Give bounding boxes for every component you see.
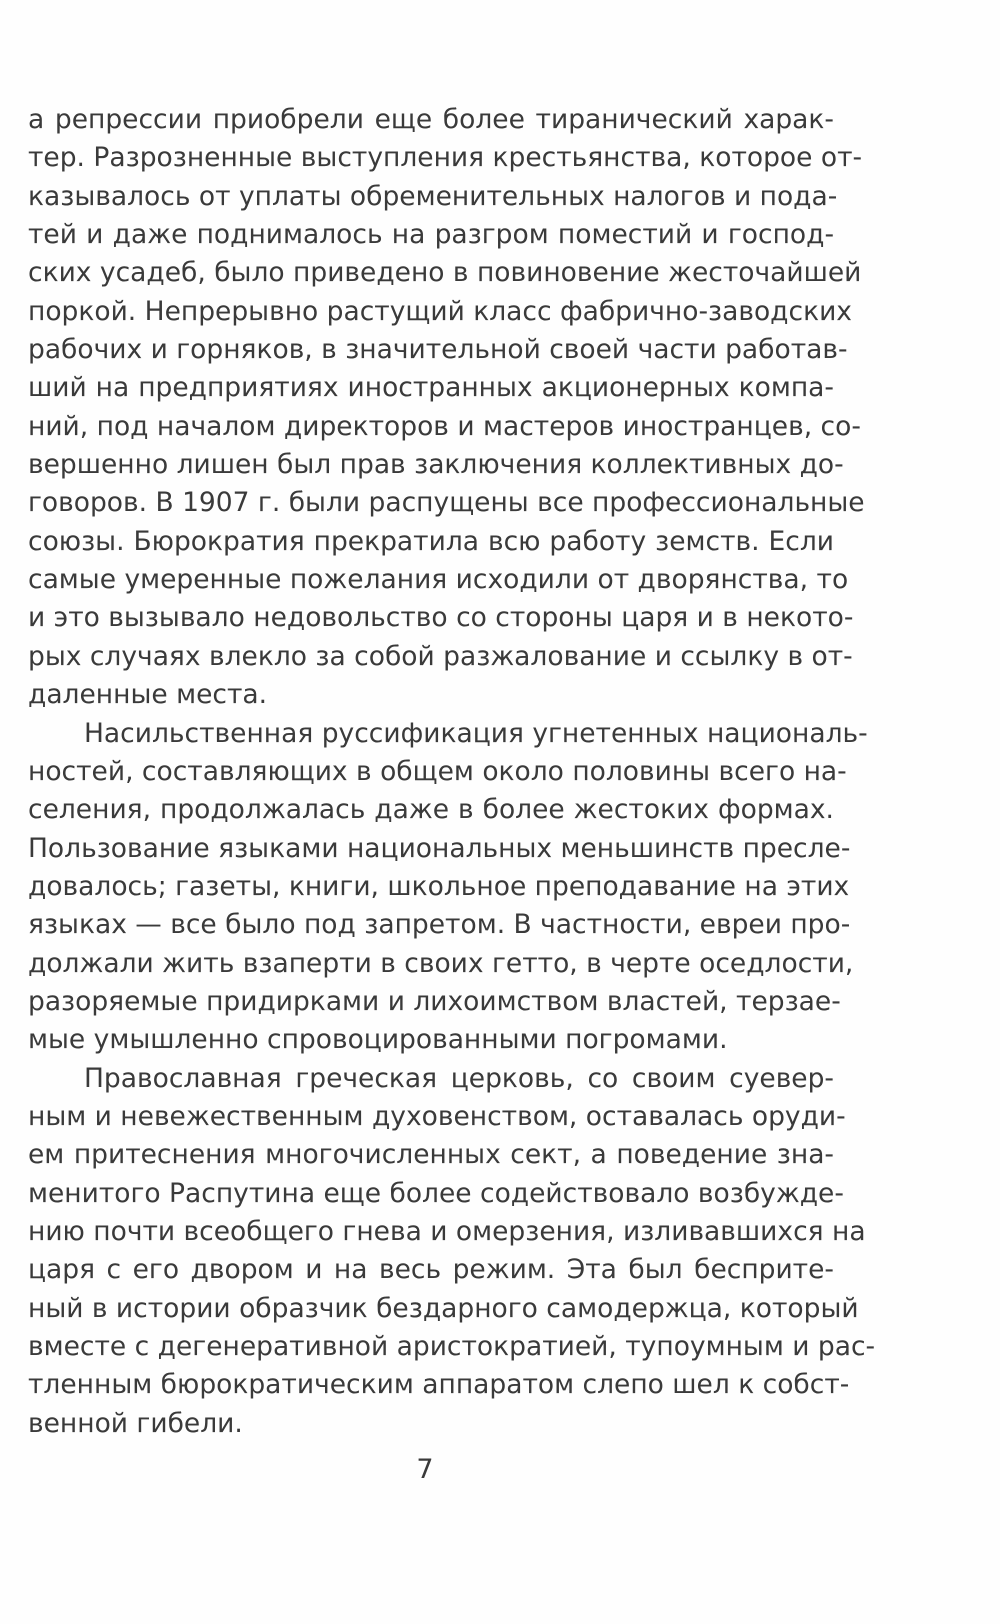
text-line: ный в истории образчик бездарного самодержца, который (28, 1292, 859, 1324)
text-line: а репрессии приобрели еще более тиранический харак- (28, 104, 834, 135)
page-number: 7 (416, 1454, 434, 1485)
text-line: языках — все было под запретом. В частности, евреи про- (28, 909, 851, 941)
text-line: тленным бюрократическим аппаратом слепо шел к собст- (28, 1369, 850, 1401)
text-line: и это вызывало недовольство со стороны царя и в некото- (28, 602, 854, 634)
text-line: ских усадеб, было приведено в повиновение жесточайшей (28, 257, 862, 289)
text-line: тер. Разрозненные выступления крестьянства, которое от- (28, 142, 863, 174)
text-line: менитого Распутина еще более содействовало возбужде- (28, 1177, 844, 1209)
text-line: самые умеренные пожелания исходили от дворянства, то (28, 564, 849, 596)
text-line: Пользование языками национальных меньшинств пресле- (28, 832, 851, 864)
text-line: ний, под началом директоров и мастеров иностранцев, со- (28, 410, 861, 442)
text-line: ным и невежественным духовенством, оставалась оруди- (28, 1100, 846, 1132)
text-line: селения, продолжалась даже в более жестоких формах. (28, 794, 834, 826)
text-line: довалось; газеты, книги, школьное преподавание на этих (28, 870, 850, 902)
text-line: разоряемые придирками и лихоимством властей, терзае- (28, 985, 841, 1017)
text-line: рых случаях влекло за собой разжалование и ссылку в от- (28, 640, 853, 672)
text-line: должали жить взаперти в своих гетто, в черте оседлости, (28, 947, 854, 979)
text-line: рабочих и горняков, в значительной своей части работав- (28, 334, 848, 366)
text-line: ностей, составляющих в общем около половины всего на- (28, 755, 847, 787)
text-line: Насильственная руссификация угнетенных националь- (84, 717, 868, 749)
text-line: ем притеснения многочисленных сект, а поведение зна- (28, 1139, 834, 1171)
text-line: мые умышленно спровоцированными погромами. (28, 1024, 728, 1056)
text-line: поркой. Непрерывно растущий класс фабрично-заводских (28, 295, 852, 327)
text-line: нию почти всеобщего гнева и омерзения, изливавшихся на (28, 1215, 866, 1247)
text-line: тей и даже поднималось на разгром поместий и господ- (28, 219, 834, 251)
text-line: союзы. Бюрократия прекратила всю работу земств. Если (28, 525, 834, 557)
text-line: ший на предприятиях иностранных акционерных компа- (28, 372, 834, 404)
text-line: венной гибели. (28, 1407, 243, 1439)
paragraph-1 (28, 101, 865, 715)
paragraph-3 (28, 1060, 876, 1443)
text-line: казывалось от уплаты обременительных налогов и пода- (28, 180, 838, 212)
text-line: даленные места. (28, 679, 268, 711)
text-line: царя с его двором и на весь режим. Эта был бесприте- (28, 1254, 834, 1286)
text-line: говоров. В 1907 г. были распущены все профессиональные (28, 487, 865, 519)
paragraph-2 (28, 715, 868, 1060)
text-line: вершенно лишен был прав заключения коллективных до- (28, 449, 844, 481)
text-line: Православная греческая церковь, со своим суевер- (84, 1062, 834, 1094)
body-text (28, 101, 876, 1443)
text-line: вместе с дегенеративной аристократией, тупоумным и рас- (28, 1331, 876, 1362)
